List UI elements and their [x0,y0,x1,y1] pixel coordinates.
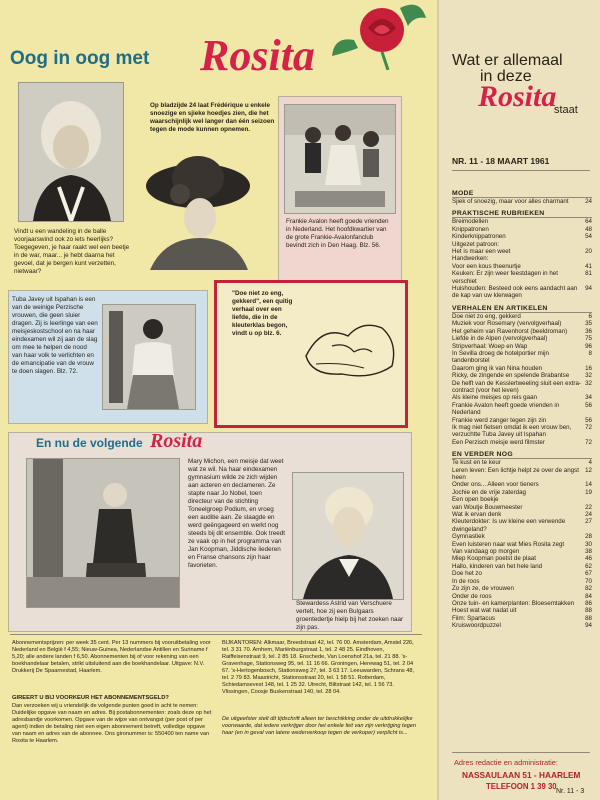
toc-entry [452,578,592,585]
caption-frederique: Op bladzijde 24 laat Frédérique u enkele snoezige en sjieke hoedjes zien, die het waarschijnlijk wel langer dan één seizoen tegen de mode kunnen opnemen. [150,102,275,133]
caption-tuba: Tuba Javey uit Ispahan is een van de weinige Perzische vrouwen, die geen sluier dragen. Zij is leerlinge van een meisjeskostschool en na haar eindexamen wil zij aan de slag om mee te helpen de nood van haar volk te verlichten en de emancipatie van de vrouw te doen slagen. Blz. 72. [12,296,98,375]
toc-entry [452,518,592,533]
next-brand: Rosita [150,430,203,452]
toc-entry [452,320,592,327]
toc-entry-page: 12 [585,466,592,474]
toc-entry [452,372,592,379]
toc-entry-title: Film: Spartacus [452,614,495,622]
toc-entry-title: Knippatronen [452,225,489,233]
photo-astrid [292,472,404,600]
toc-entry [452,335,592,342]
toc-entry-title: Kinderknippatronen [452,233,506,241]
rose-icon [330,0,430,70]
photo-hat-woman-illustration [140,146,252,270]
toc-entry-title: Breimodellen [452,218,489,226]
photo-frankie-club [284,104,396,214]
toc-entry-title: Uitgezet patroon: [452,240,500,248]
toc-entry [452,622,592,629]
toc-entry-title: Het is maar een weet [452,248,511,256]
toc-entry-page: 84 [585,592,592,600]
toc-entry-title: Een Perzisch meisje werd filmster [452,438,545,446]
toc-entry-title: Frankie werd zanger tegen zijn zin [452,416,547,424]
toc-entry [452,313,592,320]
toc-entry-title: Huishouden: Besteed ook eens aandacht aan de kap van uw klerwagen [452,285,578,300]
toc-entry-title: Daarom ging ik van Nina houden [452,364,543,372]
toc-entry [452,394,592,401]
toc-entry-page: 54 [585,233,592,241]
toc-entry-title: Jochie en de vrije zaterdag [452,488,526,496]
photo-mary-michon [26,458,180,608]
toc-entry-page: 28 [585,533,592,541]
toc-list [452,190,592,630]
toc-entry-page: 75 [585,335,592,343]
toc-entry-title: Wat ik ervan denk [452,511,502,519]
next-heading: En nu de volgende [36,436,143,450]
toc-section-title: EN VERDER NOG [452,451,592,459]
toc-entry-title: In Sevilla droeg de hotelportier mijn tandenborstel [452,349,549,365]
toc-entry-title: Liefde in de Alpen (vervolgverhaal) [452,335,548,343]
toc-entry [452,198,592,205]
toc-entry-title: Sjiek of snoezig, maar voor alles charmant [452,198,569,205]
toc-entry-page: 4 [588,459,592,467]
toc-entry-page: 67 [585,570,592,578]
toc-entry [452,615,592,622]
toc-entry [452,607,592,614]
toc-entry [452,504,592,511]
toc-entry [452,350,592,365]
toc-entry-title: Leren leven: Een lichtje helpt ze over de angst heen [452,466,579,481]
toc-entry-page: 48 [585,225,592,233]
toc-entry-page: 32 [585,372,592,380]
toc-entry [452,248,592,255]
admin-address: NASSAULAAN 51 - HAARLEM [462,770,581,780]
toc-entry-page: 38 [585,548,592,556]
sidebar-rule-bottom [452,752,590,753]
toc-entry [452,365,592,372]
toc-entry-page: 24 [585,511,592,519]
toc-entry-page: 20 [585,248,592,256]
toc-entry-page: 94 [585,622,592,630]
sidebar-rule-top [452,170,590,171]
footer-bijkantoren: BIJKANTOREN: Alkmaar, Breedstraat 42, tel. 76 00. Amsterdam, Amstel 226, tel. 3 31 70. Arnhem, Mariënburgstraat 1, tel. 2 48 25. Eindhoven, Raiffeisenstraat 9, tel. 2 85 18. Enschede, Van Loenshof 21a, tel. 21 88. 's-Gravenhage, Stationsweg 95, tel. 11 16 66. Groningen, Herewag 51, tel. 2 04 67. 's-Hertogenbosch, Stationsweg 27, tel. 3 63 17. Leeuwarden, Schrans 48, tel. 2 79 83. Maastricht, Stationsstraat 20, tel. 1 58 51. Rotterdam, Schiedamsevest 148, tel. 1 25 32. Utrecht, Biltstraat 142, tel. 1 56 73. Vlissingen, Coosje Buskenstraat 140, tel. 28 04. [222,640,414,695]
toc-entry-title: Hallo, kinderen van het hele land [452,562,543,570]
toc-entry-page: 56 [585,416,592,424]
page-title [10,48,149,70]
photo-mary-illustration [27,459,179,607]
photo-astrid-illustration [293,473,403,599]
sidebar-line2: in deze [480,68,532,85]
photo-tuba-illustration [103,305,195,409]
toc-entry [452,343,592,350]
toc-section-title: MODE [452,190,592,198]
toc-entry-title: Te kust en te keur [452,459,501,467]
toc-entry [452,563,592,570]
footer-abonnement: Abonnementsprijzen: per week 35 cent. Per 13 nummers bij vooruitbetaling voor Nederland en België f 4,55; Nieuw-Guinea, Nederlandse Antillen en Suriname f 5,20; alle andere landen f 6,50. Abonnementen bij of voor rekening van een boekhandelaar betalen, strikt uitsluitend aan die boekhandelaar. Uitgave: N.V. Drukkerij De Spaarnestad, Haarlem. [12,640,211,674]
toc-entry [452,467,592,482]
toc-entry-page: 70 [585,577,592,585]
toc-entry-page: 96 [585,342,592,350]
toc-entry [452,226,592,233]
toc-entry-page: 14 [585,481,592,489]
title-prefix: Oog in oog met [10,48,150,69]
toc-entry-title: Onder de roos [452,592,492,600]
toc-entry-title: Keuken: Er zijn weer feestdagen in het verschiet [452,270,558,285]
toc-entry-title: Doe niet zo eng, gekkerd [452,312,521,320]
admin-telephone: TELEFOON 1 39 30 [486,782,557,791]
toc-entry [452,270,592,285]
toc-entry-page: 94 [585,285,592,293]
toc-entry-page: 41 [585,262,592,270]
toc-entry [452,541,592,548]
toc-entry-page: 88 [585,607,592,615]
caption-vindt: Vindt u een wandeling in de balle voorjaarswind ook zo iets heerlijks? Toegegeven, je haar raakt wel een beetje in de war, maar... je hebt daarna het gevoel, dat je bergen kunt verzetten, nietwaar? [14,228,130,275]
caption-astrid: Stewardess Astrid van Verschuere vertelt, hoe zij een Bulgaars groentedertje hielp bij het zoeken naar zijn pas. [296,600,404,631]
toc-section-title: PRAKTISCHE RUBRIEKEN [452,210,592,218]
toc-entry [452,533,592,540]
toc-entry-title: Gymnastiek [452,533,485,541]
toc-entry [452,555,592,562]
photo-frankie-illustration [285,105,395,213]
toc-entry-title: Kruiswoordpuzzel [452,622,501,630]
toc-entry [452,570,592,577]
toc-entry-title: Het geheim van Ravenhorst (beeldroman) [452,327,568,335]
footer-gireert: Dan verzoeken wij u vriendelijk de volgende punten goed in acht te nemen: Duidelijke opgave van naam en adres. Bij postabonnementen: zoals deze op het adresbandje voorkomen. Opgave van de wijze van ontvangst (per post of per agent) indien de betaling niet een eigen abonnement betreft, volledige opgave van naam en adres van de abonnee. Ons gironummer is: 550400 ten name van Rosita te Haarlem. [12,703,212,744]
toc-entry-page: 8 [588,349,592,357]
toc-entry [452,511,592,518]
brand-logo: Rosita [200,31,315,80]
toc-entry [452,481,592,488]
toc-entry-title: Ik mag niet fietsen omdat ik een vrouw ben, verzuchtte Tuba Javey uit Ispahan [452,423,572,439]
footer-rule [10,634,422,635]
toc-entry-page: 81 [585,270,592,278]
toc-entry-page: 22 [585,503,592,511]
toc-entry-page: 82 [585,585,592,593]
photo-tuba [102,304,196,410]
toc-entry [452,496,592,503]
photo-wind-woman [18,82,124,222]
photo-wind-woman-illustration [19,83,123,221]
toc-entry-page: 88 [585,614,592,622]
toc-entry-title: Onder ons... Alleen voor tieners [452,481,539,489]
issue-date: NR. 11 - 18 MAART 1961 [452,156,550,166]
toc-entry-title: Zo zijn ze, de vrouwen [452,585,514,593]
toc-entry [452,285,592,300]
toc-entry-title: Miep Koopman poetst de plaat [452,555,536,563]
toc-entry [452,218,592,225]
toc-entry [452,402,592,417]
toc-entry-page: 62 [585,562,592,570]
toc-entry-title: Hoest wat wat nadat uit [452,607,517,615]
toc-entry-page: 16 [585,364,592,372]
toc-entry [452,241,592,248]
toc-entry-title: Van vandaag op morgen [452,548,520,556]
toc-entry [452,328,592,335]
page-number: Nr. 11 - 3 [556,788,585,795]
caption-mary: Mary Michon, een meisje dat weet wat ze wil. Na haar eindexamen gymnasium wilde ze zich wijden aan acteren en declameren. Ze stapte naar Jo Nobel, toen directeur van de stichting Toneelgroep Podium, en vroeg een auditie aan. Ze slaagde en werd geëngageerd en werkt nog steeds bij dit ensemble. Ook treedt ze vaak op in het programma van Jan Koopman, Jiddische liederen en Franse chansons zijn haar favorieten. [188,458,285,569]
toc-entry-title: Handwerken: [452,255,489,263]
toc-entry-title: Frankie Avalon heeft goede vrienden in Nederland [452,401,560,417]
toc-entry [452,548,592,555]
toc-entry [452,459,592,466]
toc-entry-title: De helft van de Kesslertweeling sluit een extra-contract (voor het leven) [452,379,581,394]
toc-entry [452,439,592,446]
toc-entry-page: 24 [585,198,592,205]
admin-heading: Adres redactie en administratie: [454,758,558,767]
toc-entry [452,380,592,395]
toc-entry-page: 64 [585,218,592,226]
kissing-couple-illustration [302,316,400,382]
toc-entry-title: Onze tuin- en kamerplanten: Bloesemtakken [452,599,575,607]
toc-entry-page: 86 [585,599,592,607]
toc-entry-title: In de roos [452,577,480,585]
toc-entry [452,600,592,607]
sidebar-line3: staat [554,104,578,116]
toc-entry-title: Ricky, de zingende en spelende Brabantse [452,372,570,380]
toc-entry [452,585,592,592]
toc-entry-page: 72 [585,438,592,446]
photo-hat-woman [140,146,252,270]
toc-entry-page: 34 [585,394,592,402]
caption-frankie: Frankie Avalon heeft goede vrienden in Nederland. Het hoofdkwartier van de grote Frankie-Avalonfanclub bevindt zich in Den Haag. Blz. 56. [286,218,389,249]
toc-entry-page: 46 [585,555,592,563]
toc-entry-title: Kleuterdokter: Is uw kleine een verwende dwingeland? [452,518,566,533]
toc-entry [452,263,592,270]
toc-entry-page: 6 [588,312,592,320]
toc-entry-title: Muziek voor Rosemary (vervolgverhaal) [452,320,562,328]
toc-entry [452,417,592,424]
toc-entry [452,255,592,262]
footer-gireert-heading: GIREERT U BIJ VOORKEUR HET ABONNEMENTSGELD? [12,695,169,701]
toc-entry-title: Doe het zo [452,570,482,578]
toc-entry-title: van Woutje Bouwmeester [452,503,523,511]
sidebar-brand: Rosita [478,80,557,113]
toc-entry [452,593,592,600]
toc-entry-page: 19 [585,488,592,496]
footer-uitgaven: De uitgeefster stelt dit tijdschrift alleen ter beschikking onder de uitdrukkelijke voorwaarde, dat iedere verkrijger door het enkele feit van zijn verkrijging tegen haar (en in geval van latere wederverkoop tegen de verkoper) verplicht is... [222,716,417,736]
toc-entry [452,489,592,496]
toc-entry-title: Als kleine meisjes op reis gaan [452,394,537,402]
toc-entry-page: 27 [585,518,592,526]
toc-entry [452,233,592,240]
toc-entry-title: Een open boekje [452,496,499,504]
toc-section-title: VERHALEN EN ARTIKELEN [452,305,592,313]
toc-entry [452,424,592,439]
toc-entry-title: Stripverhaal: Woep en Wap [452,342,528,350]
toc-entry-page: 36 [585,327,592,335]
toc-entry-page: 30 [585,540,592,548]
toc-entry-page: 32 [585,379,592,387]
caption-doe: "Doe niet zo eng, gekkerd", een quitig verhaal over een liefde, die in de kleuterklas begon, vindt u op blz. 6. [232,290,293,337]
toc-entry-page: 72 [585,423,592,431]
toc-entry-page: 35 [585,320,592,328]
sidebar-line1: Wat er allemaal [452,52,563,69]
toc-entry-title: Even luisteren naar wat Mies Rosita zegt [452,540,565,548]
toc-entry-page: 56 [585,401,592,409]
toc-entry-title: Voor een kous theenurtje [452,262,521,270]
